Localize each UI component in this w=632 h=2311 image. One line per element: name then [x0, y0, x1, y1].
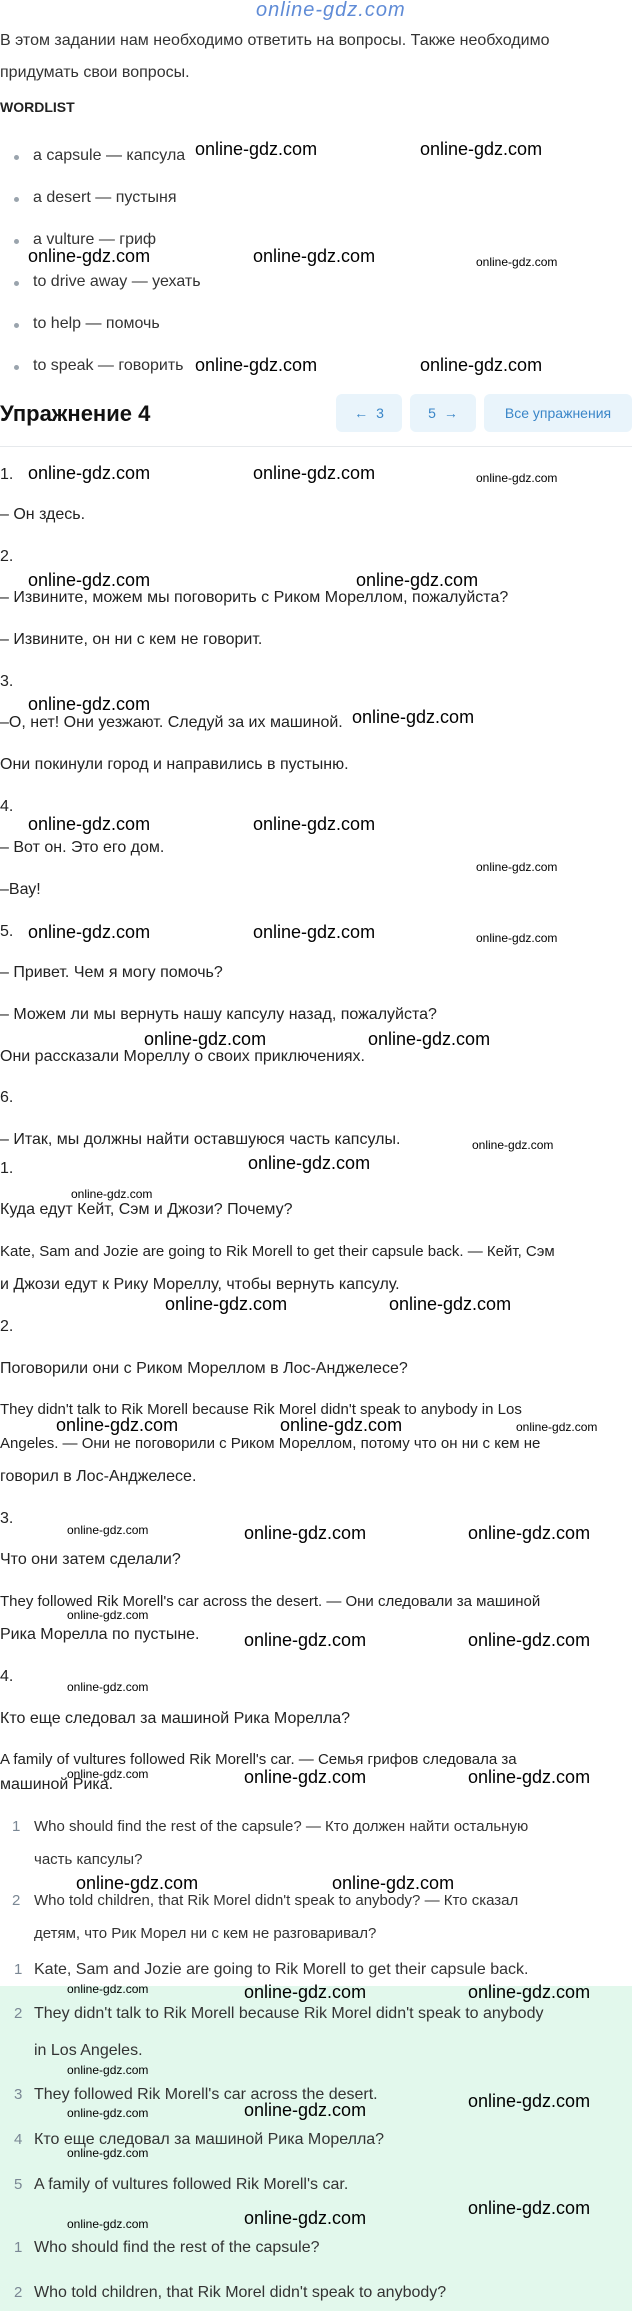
- dialogue-line: 6.: [0, 1089, 14, 1106]
- intro-line-1: В этом задании нам необходимо ответить на вопросы. Также необходимо: [0, 32, 550, 49]
- watermark: online-gdz.com: [244, 2208, 367, 2228]
- watermark: online-gdz.com: [67, 2146, 149, 2160]
- list-number: 4: [14, 2131, 23, 2148]
- answer-line: They followed Rik Morell's car across the desert. — Они следовали за машиной: [0, 1593, 541, 1610]
- watermark: online-gdz.com: [332, 1873, 455, 1893]
- summary-line: Kate, Sam and Jozie are going to Rik Morell to get their capsule back.: [34, 1961, 529, 1978]
- watermark: online-gdz.com: [244, 1523, 367, 1543]
- watermark: online-gdz.com: [71, 1187, 153, 1201]
- answer-line: Kate, Sam and Jozie are going to Rik Morell to get their capsule back. — Кейт, Сэм: [0, 1243, 555, 1260]
- answer-line: Кто еще следовал за машиной Рика Морелла?: [0, 1710, 351, 1727]
- watermark: online-gdz.com: [352, 707, 475, 727]
- watermark: online-gdz.com: [468, 2091, 591, 2111]
- watermark: online-gdz.com: [516, 1420, 598, 1434]
- watermark: online-gdz.com: [195, 139, 318, 159]
- watermark: online-gdz.com: [67, 1767, 149, 1781]
- answer-line: 1.: [0, 1160, 14, 1177]
- answer-line: 2.: [0, 1318, 14, 1335]
- arrow-right-icon: →: [443, 405, 458, 421]
- dialogue-line: Они покинули город и направились в пустыню.: [0, 756, 349, 773]
- watermark: online-gdz.com: [28, 694, 151, 714]
- watermark: online-gdz.com: [468, 2198, 591, 2218]
- exercise-title: Упражнение 4: [0, 401, 151, 426]
- answer-line: 4.: [0, 1668, 14, 1685]
- dialogue-line: –Вау!: [0, 881, 41, 898]
- intro-line-2: придумать свои вопросы.: [0, 64, 190, 81]
- question-line: детям, что Рик Морел ни с кем не разговаривал?: [34, 1925, 377, 1942]
- watermark: online-gdz.com: [368, 1029, 491, 1049]
- watermark: online-gdz.com: [468, 1982, 591, 2002]
- dialogue-line: – Он здесь.: [0, 506, 86, 523]
- watermark: online-gdz.com: [28, 463, 151, 483]
- all-exercises-label: Все упражнения: [504, 405, 612, 421]
- watermark: online-gdz.com: [420, 139, 543, 159]
- watermark: online-gdz.com: [67, 1608, 149, 1622]
- watermark: online-gdz.com: [248, 1153, 371, 1173]
- watermark: online-gdz.com: [420, 355, 543, 375]
- dialogue-line: – Извините, можем мы поговорить с Риком Мореллом, пожалуйста?: [0, 589, 509, 606]
- watermark: online-gdz.com: [67, 2106, 149, 2120]
- answer-line: и Джози едут к Рику Мореллу, чтобы вернуть капсулу.: [0, 1276, 400, 1293]
- watermark: online-gdz.com: [76, 1873, 199, 1893]
- dialogue-line: 4.: [0, 798, 14, 815]
- prev-exercise-button[interactable]: [336, 394, 402, 432]
- question-line: Who told children, that Rik Morel didn't speak to anybody? — Кто сказал: [34, 1892, 519, 1909]
- question-line: часть капсулы?: [34, 1851, 143, 1868]
- dialogue-line: 3.: [0, 673, 14, 690]
- watermark: online-gdz.com: [253, 463, 376, 483]
- all-exercises-button[interactable]: [484, 394, 632, 432]
- list-number: 1: [12, 1818, 21, 1835]
- list-number: 1: [14, 1961, 23, 1978]
- dialogue-line: – Итак, мы должны найти оставшуюся часть капсулы.: [0, 1131, 401, 1148]
- answer-line: 3.: [0, 1510, 14, 1527]
- watermark: online-gdz.com: [144, 1029, 267, 1049]
- list-number: 3: [14, 2086, 23, 2103]
- list-number: 1: [14, 2239, 23, 2256]
- watermark: online-gdz.com: [476, 860, 558, 874]
- summary-line: Кто еще следовал за машиной Рика Морелла?: [34, 2131, 385, 2148]
- header-divider: [0, 446, 632, 447]
- summary-line: in Los Angeles.: [34, 2042, 143, 2059]
- watermark: online-gdz.com: [28, 246, 151, 266]
- wordlist-item: a vulture — гриф: [33, 231, 157, 248]
- watermark: online-gdz.com: [28, 570, 151, 590]
- watermark: online-gdz.com: [244, 1630, 367, 1650]
- dialogue-line: – Можем ли мы вернуть нашу капсулу назад, пожалуйста?: [0, 1006, 437, 1023]
- watermark: online-gdz.com: [67, 2063, 149, 2077]
- dialogue-line: 2.: [0, 548, 14, 565]
- dialogue-line: Они рассказали Мореллу о своих приключениях.: [0, 1048, 365, 1065]
- watermark: online-gdz.com: [195, 355, 318, 375]
- wordlist-item: to drive away — уехать: [33, 273, 201, 290]
- bullet-icon: [14, 155, 19, 160]
- watermark: online-gdz.com: [356, 570, 479, 590]
- watermark: online-gdz.com: [67, 2217, 149, 2231]
- answer-line: A family of vultures followed Rik Morell's car. — Семья грифов следовала за: [0, 1751, 517, 1768]
- watermark: online-gdz.com: [253, 922, 376, 942]
- summary-line: They didn't talk to Rik Morell because Rik Morel didn't speak to anybody: [34, 2005, 544, 2022]
- next-exercise-label: 5: [428, 405, 436, 421]
- watermark: online-gdz.com: [67, 1523, 149, 1537]
- wordlist-heading: WORDLIST: [0, 99, 75, 115]
- watermark: online-gdz.com: [67, 1982, 149, 1996]
- watermark: online-gdz.com: [389, 1294, 512, 1314]
- bullet-icon: [14, 239, 19, 244]
- dialogue-line: 1.: [0, 466, 14, 483]
- answer-line: Angeles. — Они не поговорили с Риком Мореллом, потому что он ни с кем не: [0, 1435, 541, 1452]
- question-line: Who should find the rest of the capsule? — Кто должен найти остальную: [34, 1818, 529, 1835]
- watermark: online-gdz.com: [468, 1630, 591, 1650]
- summary-line: Who told children, that Rik Morel didn't speak to anybody?: [34, 2284, 447, 2301]
- bullet-icon: [14, 365, 19, 370]
- answer-line: Куда едут Кейт, Сэм и Джози? Почему?: [0, 1201, 293, 1218]
- wordlist-item: a desert — пустыня: [33, 189, 177, 206]
- dialogue-line: – Привет. Чем я могу помочь?: [0, 964, 223, 981]
- prev-exercise-label: 3: [376, 405, 384, 421]
- watermark: online-gdz.com: [56, 1415, 179, 1435]
- watermark: online-gdz.com: [253, 246, 376, 266]
- answer-line: говорил в Лос-Анджелесе.: [0, 1468, 197, 1485]
- bullet-icon: [14, 281, 19, 286]
- watermark: online-gdz.com: [476, 471, 558, 485]
- answer-line: машиной Рика.: [0, 1776, 114, 1793]
- list-number: 2: [12, 1892, 21, 1909]
- watermark: online-gdz.com: [472, 1138, 554, 1152]
- wordlist-item: to speak — говорить: [33, 357, 184, 374]
- answer-line: Поговорили они с Риком Мореллом в Лос-Анджелесе?: [0, 1360, 408, 1377]
- answer-line: Рика Морелла по пустыне.: [0, 1626, 200, 1643]
- wordlist-item: to help — помочь: [33, 315, 160, 332]
- answer-line: Что они затем сделали?: [0, 1551, 181, 1568]
- watermark: online-gdz.com: [476, 931, 558, 945]
- dialogue-line: 5.: [0, 923, 14, 940]
- dialogue-line: – Вот он. Это его дом.: [0, 839, 165, 856]
- list-number: 2: [14, 2284, 23, 2301]
- watermark: online-gdz.com: [67, 1680, 149, 1694]
- watermark: online-gdz.com: [244, 1982, 367, 2002]
- watermark: online-gdz.com: [468, 1523, 591, 1543]
- list-number: 2: [14, 2005, 23, 2022]
- wordlist-item: a capsule — капсула: [33, 147, 186, 164]
- summary-line: A family of vultures followed Rik Morell's car.: [34, 2176, 349, 2193]
- watermark: online-gdz.com: [244, 1767, 367, 1787]
- bullet-icon: [14, 197, 19, 202]
- watermark: online-gdz.com: [244, 2100, 367, 2120]
- next-exercise-button[interactable]: [410, 394, 476, 432]
- answer-line: They didn't talk to Rik Morell because Rik Morel didn't speak to anybody in Los: [0, 1401, 522, 1418]
- dialogue-line: –О, нет! Они уезжают. Следуй за их машиной.: [0, 714, 343, 731]
- dialogue-line: – Извините, он ни с кем не говорит.: [0, 631, 263, 648]
- list-number: 5: [14, 2176, 23, 2193]
- watermark: online-gdz.com: [165, 1294, 288, 1314]
- watermark: online-gdz.com: [468, 1767, 591, 1787]
- bullet-icon: [14, 323, 19, 328]
- watermark: online-gdz.com: [28, 922, 151, 942]
- watermark: online-gdz.com: [476, 255, 558, 269]
- site-logo-watermark: online-gdz.com: [256, 0, 406, 21]
- arrow-left-icon: ←: [354, 405, 369, 421]
- watermark: online-gdz.com: [280, 1415, 403, 1435]
- summary-line: Who should find the rest of the capsule?: [34, 2239, 320, 2256]
- watermark: online-gdz.com: [28, 814, 151, 834]
- summary-line: They followed Rik Morell's car across the desert.: [34, 2086, 378, 2103]
- watermark: online-gdz.com: [253, 814, 376, 834]
